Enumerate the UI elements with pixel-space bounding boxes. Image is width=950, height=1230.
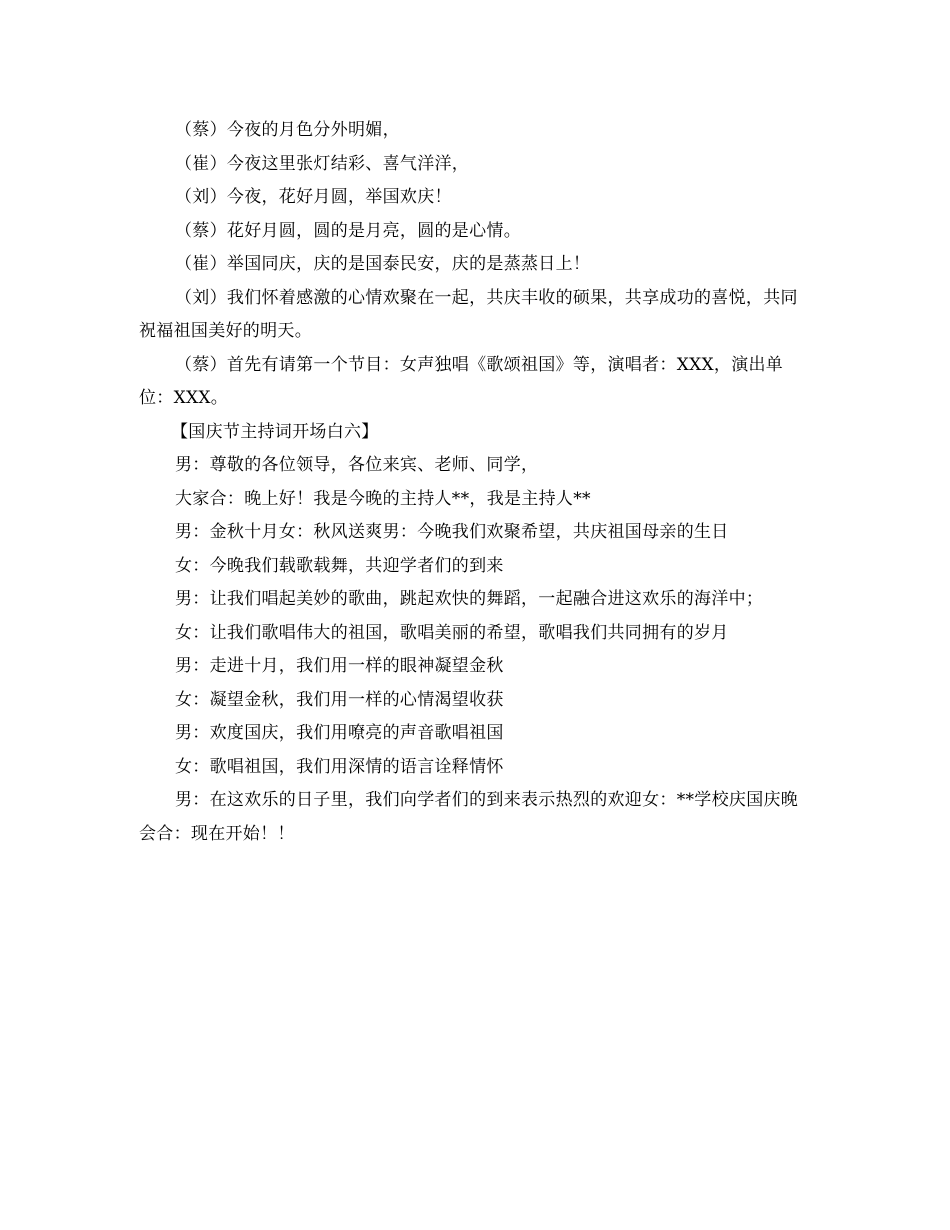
paragraph-5: （崔）举国同庆，庆的是国泰民安，庆的是蒸蒸日上！	[175, 254, 591, 274]
paragraph-7: （蔡）首先有请第一个节目：女声独唱《歌颂祖国》等，演唱者：XXX，演出单位：XXX。	[139, 354, 784, 408]
paragraph-13: 男：让我们唱起美妙的歌曲，跳起欢快的舞蹈，一起融合进这欢乐的海洋中；	[175, 589, 764, 609]
paragraph-9: 男：尊敬的各位领导，各位来宾、老师、同学，	[175, 455, 539, 475]
paragraph-2: （崔）今夜这里张灯结彩、喜气洋洋，	[175, 153, 470, 174]
paragraph-4: （蔡）花好月圆，圆的是月亮，圆的是心情。	[175, 220, 521, 241]
paragraph-1: （蔡）今夜的月色分外明媚，	[175, 120, 400, 140]
paragraph-14: 女：让我们歌唱伟大的祖国，歌唱美丽的希望，歌唱我们共同拥有的岁月	[175, 622, 729, 643]
paragraph-6: （刘）我们怀着感激的心情欢聚在一起，共庆丰收的硕果，共享成功的喜悦，共同祝福祖国美好的明天。	[139, 287, 798, 341]
paragraph-19: 男：在这欢乐的日子里，我们向学者们的到来表示热烈的欢迎女：**学校庆国庆晚会合：现在开始！！	[139, 790, 799, 844]
paragraph-16: 女：凝望金秋，我们用一样的心情渴望收获	[175, 689, 504, 710]
paragraph-10: 大家合：晚上好！我是今晚的主持人**，我是主持人**	[175, 488, 591, 509]
section-heading: 【国庆节主持词开场白六】	[171, 421, 379, 442]
paragraph-11: 男：金秋十月女：秋风送爽男：今晚我们欢聚希望，共庆祖国母亲的生日	[175, 522, 729, 542]
document-body	[139, 114, 815, 851]
paragraph-18: 女：歌唱祖国，我们用深情的语言诠释情怀	[175, 756, 504, 777]
paragraph-3: （刘）今夜，花好月圆，举国欢庆！	[175, 187, 452, 207]
paragraph-15: 男：走进十月，我们用一样的眼神凝望金秋	[175, 656, 504, 676]
paragraph-12: 女：今晚我们载歌载舞，共迎学者们的到来	[175, 555, 504, 576]
paragraph-17: 男：欢度国庆，我们用嘹亮的声音歌唱祖国	[175, 723, 504, 743]
